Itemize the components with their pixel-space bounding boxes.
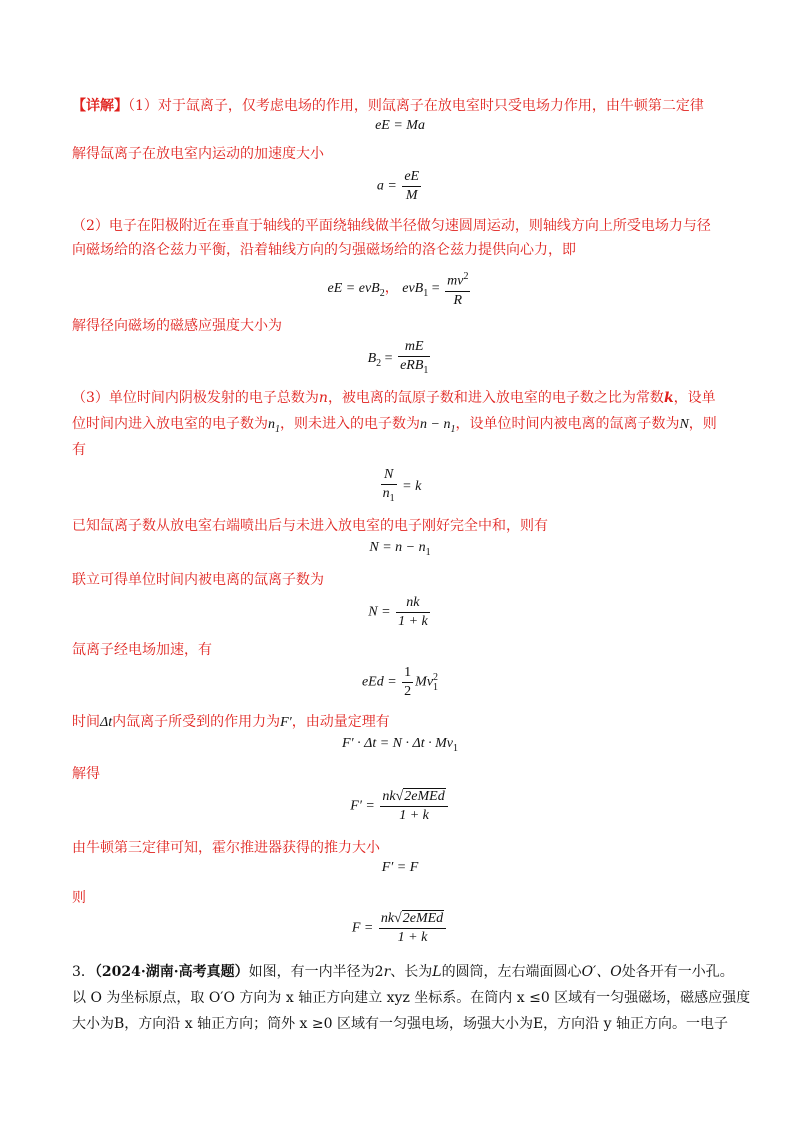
equation-12: F = $\frac{\text{nk√2eMEd}}{1 + k}$ [72, 910, 728, 947]
paragraph-5c: 有 [72, 442, 86, 458]
equation-10: F′ = $\frac{\text{nk√2eMEd}}{1 + k}$ [72, 788, 728, 825]
paragraph-8: 氙离子经电场加速，有 [72, 642, 212, 658]
question-3-line-1: 3．（2024·湖南·高考真题）如图，有一内半径为2r、长为L的圆筒，左右端面圆心O′、O处各开有一小孔。 [72, 964, 734, 980]
paragraph-10: 解得 [72, 766, 100, 782]
equation-3: eE = evB$_2$， evB$_1$ = $\frac{mv^2}{R}$ [72, 268, 728, 310]
question-source: （2024·湖南·高考真题） [94, 964, 249, 980]
equation-7: N = $\frac{nk}{1 + k}$ [368, 595, 428, 629]
paragraph-5b: 位时间内进入放电室的电子数为$n_1$，则未进入的电子数为$n - n_1$，设单位时间内被电离的氙离子数为N，则 [72, 416, 717, 435]
equation-11: F′ = F [381, 860, 419, 875]
question-3-line-3: 大小为B，方向沿 x 轴正方向；筒外 x ≥0 区域有一匀强电场，场强大小为E，方向沿 y 轴正方向。一电子 [72, 1016, 728, 1032]
paragraph-3a: （2）电子在阳极附近在垂直于轴线的平面绕轴线做半径做匀速圆周运动，则轴线方向上所受电场力与径 [72, 218, 711, 234]
paragraph-4: 解得径向磁场的磁感应强度大小为 [72, 318, 282, 334]
paragraph-11: 由牛顿第三定律可知，霍尔推进器获得的推力大小 [72, 840, 380, 856]
paragraph-7: 联立可得单位时间内被电离的氙离子数为 [72, 572, 324, 588]
equation-8: eEd = $\frac{1}{2}$ Mv 2 1 [361, 665, 439, 699]
equation-1: eE = Ma [375, 118, 425, 133]
paragraph-1: 【详解】（1）对于氙离子，仅考虑电场的作用，则氙离子在放电室时只受电场力作用，由牛顿第二定律 [72, 98, 704, 114]
equation-9: $F' \cdot \Delta t = N \cdot \Delta t \cdot Mv_1$ [342, 736, 458, 754]
equation-6: $N = n - n_1$ [369, 540, 431, 558]
solution-label: 【详解】 [72, 98, 128, 114]
equation-5: $\frac{N}{n_1}$ = k [382, 467, 422, 504]
paragraph-6: 已知氙离子数从放电室右端喷出后与未进入放电室的电子刚好完全中和，则有 [72, 518, 548, 534]
equation-4: $B_2$ = $\frac{mE}{eRB_1}$ [367, 339, 429, 376]
paragraph-9: 时间Δt内氙离子所受到的作用力为F′，由动量定理有 [72, 714, 390, 730]
question-3-line-2: 以 O 为坐标原点，取 O′O 方向为 x 轴正方向建立 xyz 坐标系。在筒内 x ≤0 区域有一匀强磁场，磁感应强度 [72, 990, 751, 1006]
equation-2: a = $\frac{eE}{M}$ [376, 169, 420, 203]
paragraph-5a: （3）单位时间内阴极发射的电子总数为n，被电离的氙原子数和进入放电室的电子数之比为常数k，设单 [72, 390, 716, 406]
paragraph-3b: 向磁场给的洛仑兹力平衡，沿着轴线方向的匀强磁场给的洛仑兹力提供向心力，即 [72, 242, 576, 258]
paragraph-12: 则 [72, 890, 86, 906]
paragraph-2: 解得氙离子在放电室内运动的加速度大小 [72, 146, 324, 162]
